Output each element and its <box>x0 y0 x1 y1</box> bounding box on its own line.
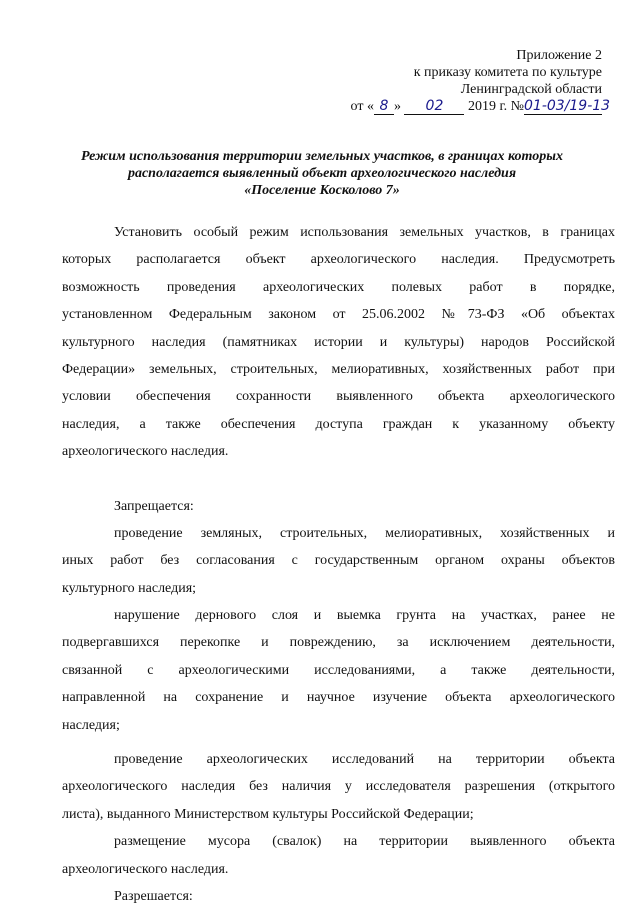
text-line: археологического наследия без наличия у исследователя разрешения (открытого <box>62 779 615 795</box>
text-line: наследия, а также обеспечения доступа граждан к указанному объекту <box>62 416 615 432</box>
text-line: археологического наследия. <box>62 444 229 460</box>
year-text: 2019 г. № <box>464 99 524 114</box>
text-line: иных работ без согласования с государственным органом охраны объектов <box>62 553 615 569</box>
document-body <box>62 219 615 910</box>
text-line: наследия; <box>62 717 120 733</box>
text-line: нарушение дернового слоя и выемка грунта на участках, ранее не <box>114 608 615 624</box>
title-line: располагается выявленный объект археологического наследия <box>127 166 517 181</box>
paragraph-intro <box>62 219 615 466</box>
prohibited-heading: Запрещается: <box>114 498 194 514</box>
order-reference: к приказу комитета по культуре <box>413 65 602 80</box>
prohibited-item-3 <box>62 746 615 828</box>
text-line: условии обеспечения сохранности выявленного объекта археологического <box>62 389 615 405</box>
text-line: Установить особый режим использования земельных участков, в границах <box>114 225 615 240</box>
prohibited-item-1 <box>62 520 615 602</box>
text-line: проведение археологических исследований на территории объекта <box>114 752 615 768</box>
text-line: культурного наследия (памятниках истории и культуры) народов Российской <box>62 334 615 350</box>
handwritten-month: 02 <box>425 98 444 114</box>
text-line: культурного наследия; <box>62 580 197 596</box>
date-prefix: от « <box>350 99 374 114</box>
text-line: листа), выданного Министерством культуры Российской Федерации; <box>62 806 474 822</box>
appendix-header <box>350 47 611 115</box>
prohibited-item-4 <box>62 828 615 883</box>
order-date-line <box>350 98 611 115</box>
text-line: археологического наследия. <box>62 861 229 877</box>
handwritten-order-number: 01-03/19-13 <box>524 98 611 114</box>
title-line: Режим использования территории земельных участков, в границах которых <box>81 149 563 164</box>
document-title <box>62 148 582 199</box>
text-line: Федерации» земельных, строительных, мелиоративных, хозяйственных работ при <box>62 361 615 377</box>
text-line: установленном Федеральным законом от 25.06.2002 №73-ФЗ «Об объектах <box>62 307 615 323</box>
text-line: подвергавшихся перекопке и повреждению, за исключением деятельности, <box>62 635 615 651</box>
region-name: Ленинградской области <box>460 82 602 97</box>
prohibited-item-2 <box>62 602 615 739</box>
date-mid: » <box>393 99 405 114</box>
text-line: возможность проведения археологических полевых работ в порядке, <box>62 279 615 295</box>
text-line: размещение мусора (свалок) на территории выявленного объекта <box>114 834 615 850</box>
text-line: проведение земляных, строительных, мелиоративных, хозяйственных и <box>114 525 615 541</box>
title-line: «Поселение Косколово 7» <box>244 183 400 198</box>
spacer <box>62 466 615 493</box>
spacer <box>62 739 615 746</box>
handwritten-day: 8 <box>379 98 389 114</box>
text-line: направленной на сохранение и научное изучение объекта археологического <box>62 690 615 706</box>
text-line: связанной с археологическими исследованиями, а также деятельности, <box>62 662 615 678</box>
appendix-number: Приложение 2 <box>516 48 602 63</box>
allowed-heading: Разрешается: <box>114 888 193 904</box>
text-line: которых располагается объект археологического наследия. Предусмотреть <box>62 252 615 268</box>
